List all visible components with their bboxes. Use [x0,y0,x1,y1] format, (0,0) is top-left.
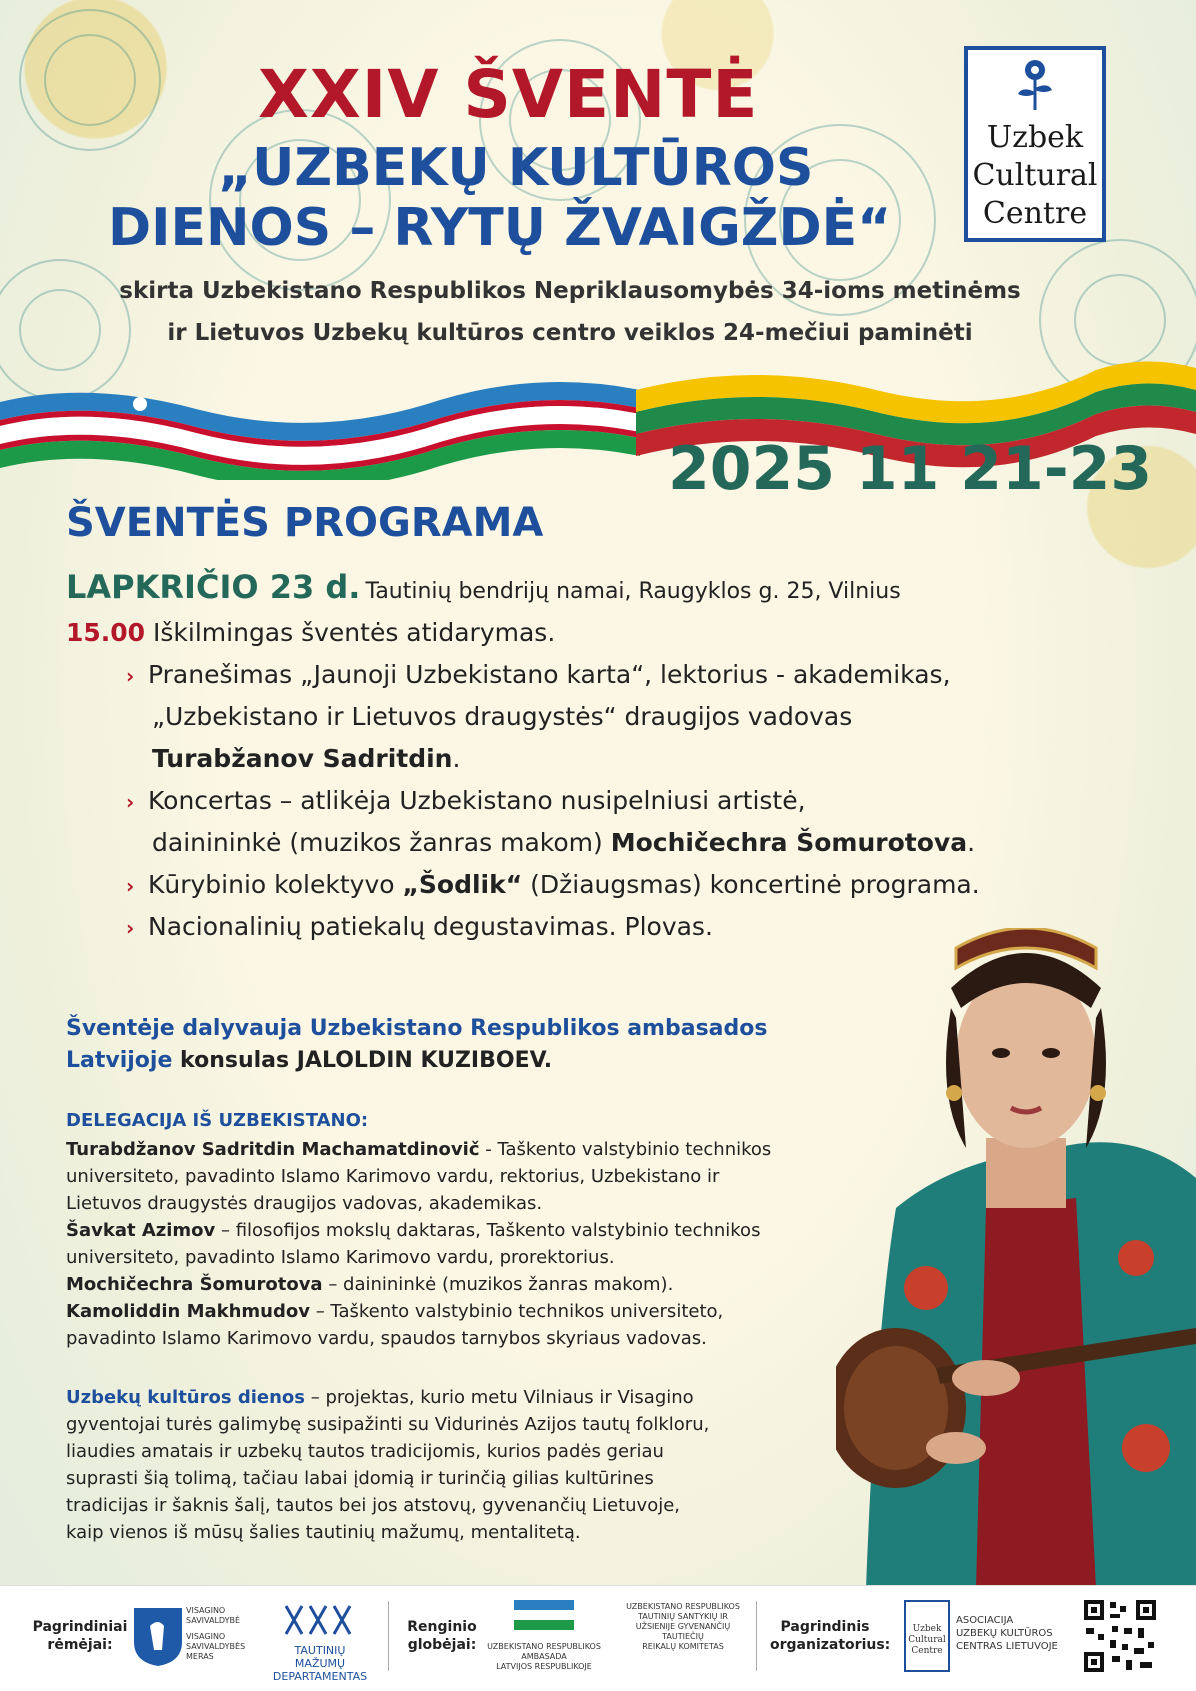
logo-text-1: Uzbek [986,120,1084,155]
opening-text: Iškilmingas šventės atidarymas. [153,618,556,647]
day-label: LAPKRIČIO 23 d. [66,568,361,606]
project-description: Uzbekų kultūros dienos – projektas, kurio metu Vilniaus ir Visagino gyventojai turės galimybę susipažinti su Vidurinės Azijos tautų folkloru, liaudies amatais ir uzbekų tautos tradicijomis, kurios padės geriau suprasti šią tolimą, tačiau labai įdomią ir turinčią gilias kultūrines tradicijas ir šaknis šalį, tautos bei jos atstovų, gyvenančių Lietuvoje, kaip vienos iš mūsų šalies tautinių mažumų, mentalitetą. [66,1387,710,1543]
program-time: 15.00 [66,618,146,647]
title-line-3: DIENOS – RYTŲ ŽVAIGŽDĖ“ [108,198,892,258]
program-item-2-line-2: dainininkė (muzikos žanras makom) Mochičechra Šomurotova. [152,828,976,857]
logo-text-3: Centre [982,196,1088,231]
title-line-2: „UZBEKŲ KULTŪROS [218,138,814,198]
sponsors-label: Pagrindiniai [32,1619,128,1635]
program-item-1-line-2: „Uzbekistano ir Lietuvos draugystės“ draugijos vadovas [152,702,853,731]
subtitle-line-2: ir Lietuvos Uzbekų kultūros centro veiklos 24-mečiui paminėti [167,320,973,346]
program-item-1: › Pranešimas „Jaunoji Uzbekistano karta“, lektorius - akademikas, [126,660,951,689]
logo-text-2: Cultural [972,158,1098,193]
title-line-1: XXIV ŠVENTĖ [258,56,759,133]
chevron-right-icon: › [126,664,135,688]
qr-code-icon[interactable] [1082,1598,1158,1674]
delegation-title: DELEGACIJA IŠ UZBEKISTANO: [66,1110,369,1131]
chevron-right-icon: › [126,874,135,898]
rose-icon [1012,56,1058,112]
uzbek-cultural-centre-small-logo: Uzbek Cultural Centre [904,1600,950,1672]
singer-photo [836,928,1196,1588]
day-line [66,568,901,606]
event-dates: 2025 11 21-23 [668,434,1153,504]
program-item-2: › Koncertas – atlikėja Uzbekistano nusipelniusi artistė, [126,786,806,815]
program-item-1-line-3: Turabžanov Sadritdin. [152,744,461,773]
chevron-right-icon: › [126,916,135,940]
visaginas-coat-of-arms-icon [132,1606,184,1668]
opening-line [66,618,555,647]
subtitle-line-1: skirta Uzbekistano Respublikos Nepriklausomybės 34-ioms metinėms [119,278,1021,304]
organizer-label: Pagrindinis [780,1619,870,1635]
uzbekistan-flag-ribbon [0,360,640,480]
program-title: ŠVENTĖS PROGRAMA [66,500,544,546]
day-place: Tautinių bendrijų namai, Raugyklos g. 25, Vilnius [365,579,901,604]
program-item-4: › Nacionalinių patiekalų degustavimas. Plovas. [126,912,713,941]
footer-sponsors: Pagrindiniai rėmėjai: VISAGINO SAVIVALDYBĖ VISAGINO SAVIVALDYBĖS MERAS TAUTINIŲ MAŽUMŲ DEPARTAMENTAS Renginio globėjai: UZBEKISTANO RESPUBLIKOS AMBASADA LATVIJOS RESPUBLIKOJE UZBEKISTANO RESPUBLIKOS TAUTINIŲ SANTYKIŲ IR UŽSIENIJE GYVENANČIŲ TAUTIEČIŲ REIKALŲ KOMITETAS Pagrindinis organizatorius: Uzbek Cultural Centre ASOCIACIJA UZBEKŲ KULTŪROS CENTRAS LIETUVOJE [0,1585,1196,1691]
uzbekistan-flag-icon [514,1600,574,1630]
consul-note: Šventėje dalyvauja Uzbekistano Respublikos ambasados Latvijoje konsulas JALOLDIN KUZIBOEV. [66,1016,768,1073]
delegation-list: Turabdžanov Sadritdin Machamatdinovič - Taškento valstybinio technikos universiteto, pavadinto Islamo Karimovo vardu, rektorius, Uzbekistano ir Lietuvos draugystės draugijos vadovas, akademikas. Šavkat Azimov – filosofijos mokslų daktaras, Taškento valstybinio technikos universiteto, pavadinto Islamo Karimovo vardu, prorektorius. Mochičechra Šomurotova – dainininkė (muzikos žanras makom). Kamoliddin Makhmudov – Taškento valstybinio technikos universiteto, pavadinto Islamo Karimovo vardu, spaudos tarnybos skyriaus vadovas. [66,1139,772,1349]
ornament-logo-icon [282,1602,356,1638]
patrons-label: Renginio [407,1619,477,1635]
program-item-3: › Kūrybinio kolektyvo „Šodlik“ (Džiaugsmas) koncertinė programa. [126,870,980,899]
uzbek-cultural-centre-logo [964,46,1106,242]
chevron-right-icon: › [126,790,135,814]
